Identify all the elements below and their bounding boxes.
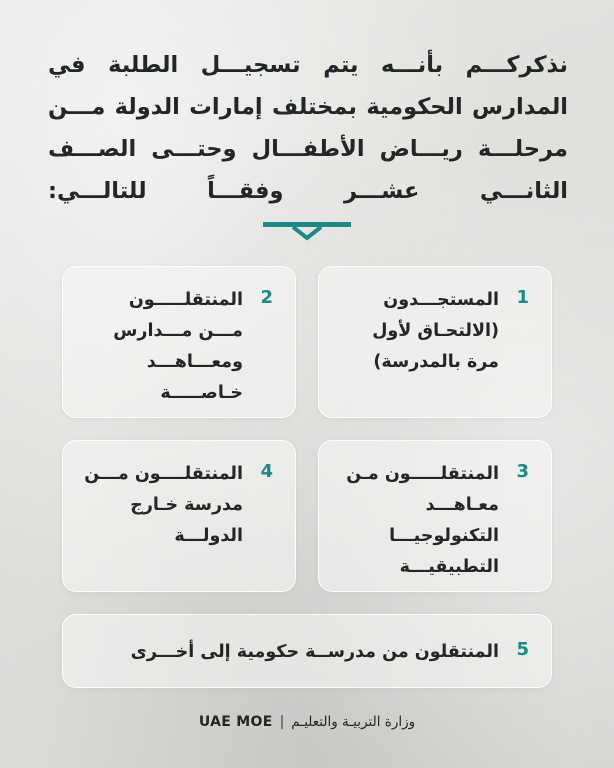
category-number: 3 bbox=[516, 461, 529, 482]
category-text: المنتقلــــون مـــن مدرسة خـارج الدولـــة bbox=[84, 464, 243, 546]
category-text: المنتقلـــــون مـــن مـــدارس ومعـــاهـــد خـاصـــــة bbox=[113, 290, 243, 403]
announcement-headline: نذكركـــم بأنـــه يتم تسجيـــل الطلبة في المدارس الحكومية بمختلف إمارات الدولة مـــن مرحلـــة ريـــاض الأطفـــال وحتـــى الصـــف الثانـــي عشـــر وفقـــاً للتالـــي: bbox=[48, 52, 568, 204]
category-text: المنتقلون من مدرســة حكومية إلى أخـــرى bbox=[130, 642, 499, 662]
category-number: 1 bbox=[516, 287, 529, 308]
org-english-name: UAE MOE bbox=[198, 714, 273, 730]
category-text: المنتقلـــــون مـن معـاهـــد التكنولوجيـــا التطبيقيـــة bbox=[346, 464, 499, 577]
footer-credit bbox=[0, 714, 614, 730]
category-card-5 bbox=[62, 614, 552, 688]
category-card-4 bbox=[62, 440, 296, 592]
org-arabic-name: وزارة التربيـة والتعليـم bbox=[291, 714, 416, 730]
category-card-2 bbox=[62, 266, 296, 418]
category-number: 2 bbox=[260, 287, 273, 308]
category-card-3 bbox=[318, 440, 552, 592]
category-number: 5 bbox=[516, 639, 529, 660]
category-text: المستجـــدون (الالتحـاق لأول مرة بالمدرسة) bbox=[372, 290, 499, 372]
open-book-icon bbox=[263, 220, 351, 242]
category-card-1 bbox=[318, 266, 552, 418]
category-number: 4 bbox=[260, 461, 273, 482]
footer-separator: | bbox=[279, 714, 285, 730]
